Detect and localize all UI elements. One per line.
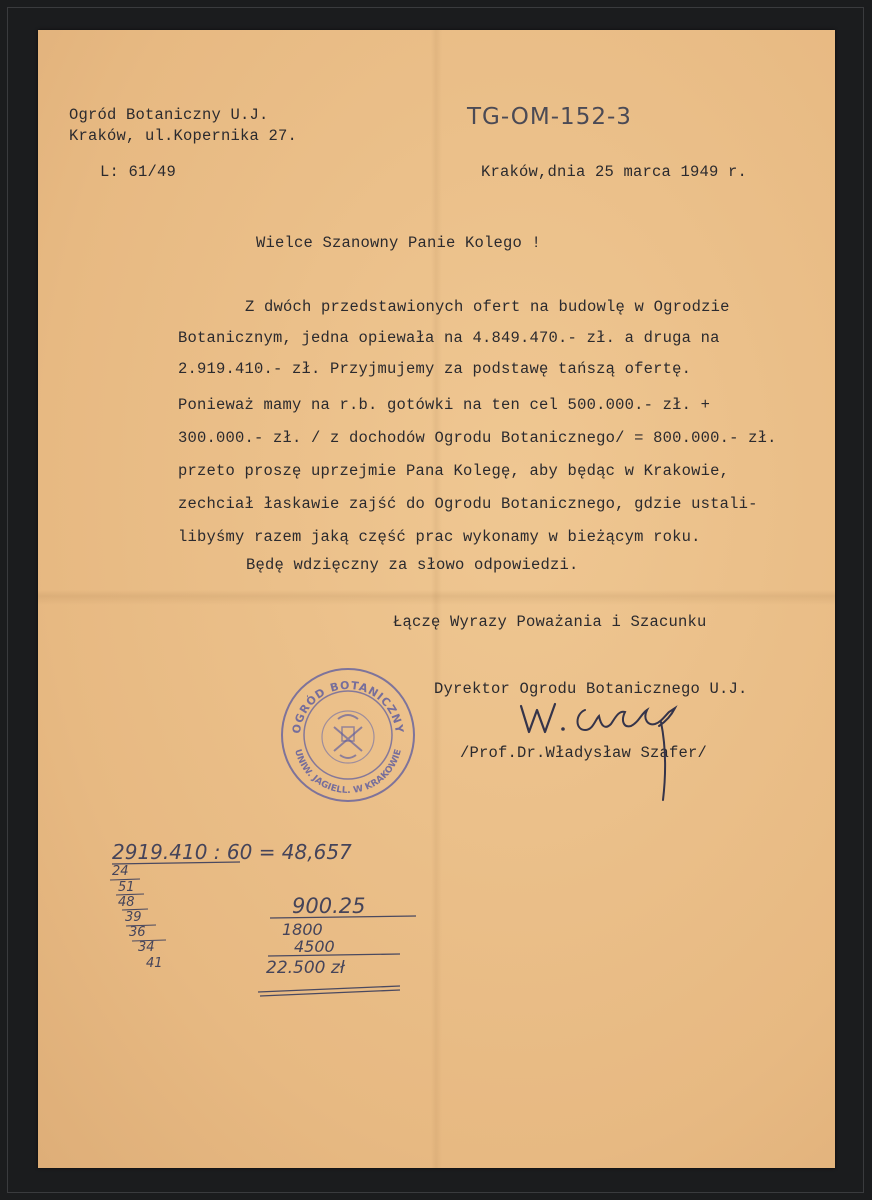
stamp-bottom-text: UNIW. JAGIELL. W KRAKOWIE: [292, 748, 404, 797]
body-line: Ponieważ mamy na r.b. gotówki na ten cel 500.000.- zł. +: [178, 396, 711, 414]
calc-step: 34: [138, 940, 155, 955]
body-line: zechciał łaskawie zajść do Ogrodu Botanicznego, gdzie ustali-: [178, 495, 758, 513]
handwritten-signature: [515, 696, 695, 806]
calc-step: 51: [118, 880, 135, 895]
calc-step: 39: [125, 910, 142, 925]
calc-mult-row: 4500: [294, 937, 335, 956]
institution-address: Kraków, ul.Kopernika 27.: [69, 127, 298, 145]
archive-code: TG-OM-152-3: [467, 104, 632, 130]
stamp-top-text: OGRÓD BOTANICZNY: [289, 678, 407, 735]
calc-step: 41: [146, 956, 163, 971]
signatory-title: Dyrektor Ogrodu Botanicznego U.J.: [434, 680, 748, 698]
body-line: przeto proszę uprzejmie Pana Kolegę, aby będąc w Krakowie,: [178, 462, 730, 480]
institution-name: Ogród Botaniczny U.J.: [69, 106, 269, 124]
signatory-name: /Prof.Dr.Władysław Szafer/: [460, 744, 708, 762]
calc-step: 24: [112, 864, 129, 879]
calc-step: 36: [129, 925, 146, 940]
calc-mult-top: 900.25: [292, 894, 366, 918]
closing-phrase: Łączę Wyrazy Poważania i Szacunku: [393, 613, 707, 631]
calc-division-line: 2919.410 : 60 = 48,657: [112, 840, 352, 864]
calc-underlines: [100, 860, 420, 1005]
body-line: libyśmy razem jaką część prac wykonamy w bieżącym roku.: [178, 528, 701, 546]
body-line: Botanicznym, jedna opiewała na 4.849.470.- zł. a druga na: [178, 329, 720, 347]
calc-mult-result: 22.500 zł: [266, 958, 345, 978]
body-line: Będę wdzięczny za słowo odpowiedzi.: [246, 556, 579, 574]
body-line: Z dwóch przedstawionych ofert na budowlę w Ogrodzie: [245, 298, 730, 316]
body-line: 300.000.- zł. / z dochodów Ogrodu Botanicznego/ = 800.000.- zł.: [178, 429, 777, 447]
salutation: Wielce Szanowny Panie Kolego !: [256, 234, 542, 252]
place-date: Kraków,dnia 25 marca 1949 r.: [481, 163, 748, 181]
calc-step: 48: [118, 895, 135, 910]
body-line: 2.919.410.- zł. Przyjmujemy za podstawę tańszą ofertę.: [178, 360, 692, 378]
reference-number: L: 61/49: [100, 163, 177, 181]
svg-text:OGRÓD BOTANICZNY: [290, 679, 406, 735]
calc-mult-row: 1800: [282, 920, 323, 939]
